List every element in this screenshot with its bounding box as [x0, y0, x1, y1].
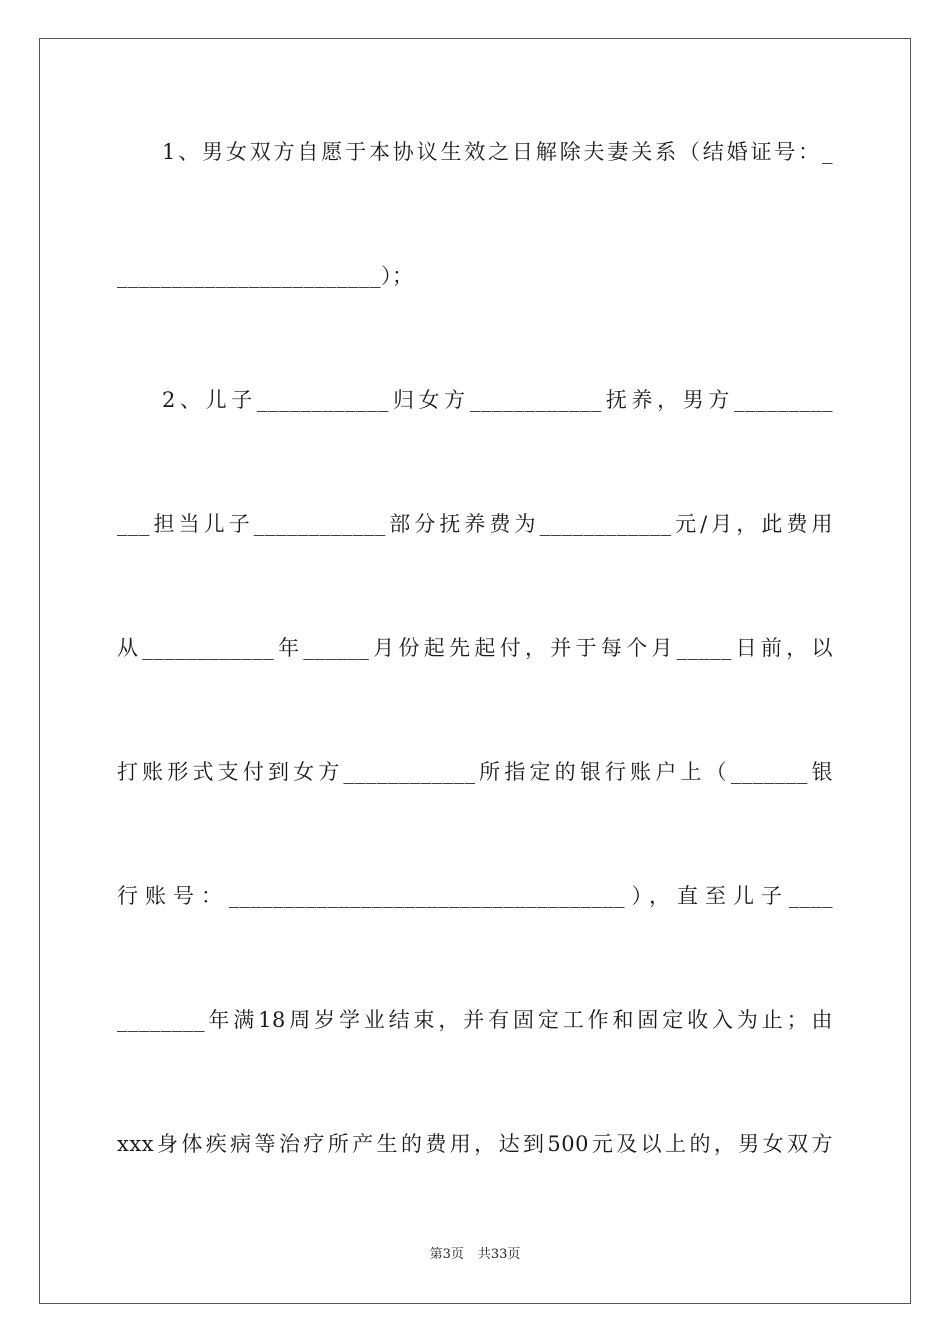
paragraph-1-line-1: 1、男女双方自愿于本协议生效之日解除夫妻关系（结婚证号：_: [162, 140, 833, 164]
page-number: 第3页: [429, 1247, 464, 1262]
paragraph-2-line-3: 从____________年______月份起先起付，并于每个月_____日前，以: [117, 636, 833, 660]
page-frame: [39, 38, 911, 1304]
paragraph-2-line-7: xxx身体疾病等治疗所产生的费用，达到500元及以上的，男女双方: [117, 1132, 833, 1156]
paragraph-2-line-1: 2、儿子____________归女方____________抚养，男方_________: [162, 388, 833, 412]
paragraph-2-line-2: ___担当儿子____________部分抚养费为____________元/月，此费用: [117, 512, 833, 536]
page-total: 共33页: [477, 1247, 521, 1262]
paragraph-2-line-5: 行账号：____________________________________），直至儿子____: [117, 884, 833, 908]
paragraph-2-line-4: 打账形式支付到女方____________所指定的银行账户上（_______银: [117, 760, 833, 784]
paragraph-2-line-6: ________年满18周岁学业结束，并有固定工作和固定收入为止；由: [117, 1008, 833, 1032]
page-footer: [0, 1246, 950, 1264]
paragraph-1-line-2: ________________________）；: [117, 264, 414, 288]
